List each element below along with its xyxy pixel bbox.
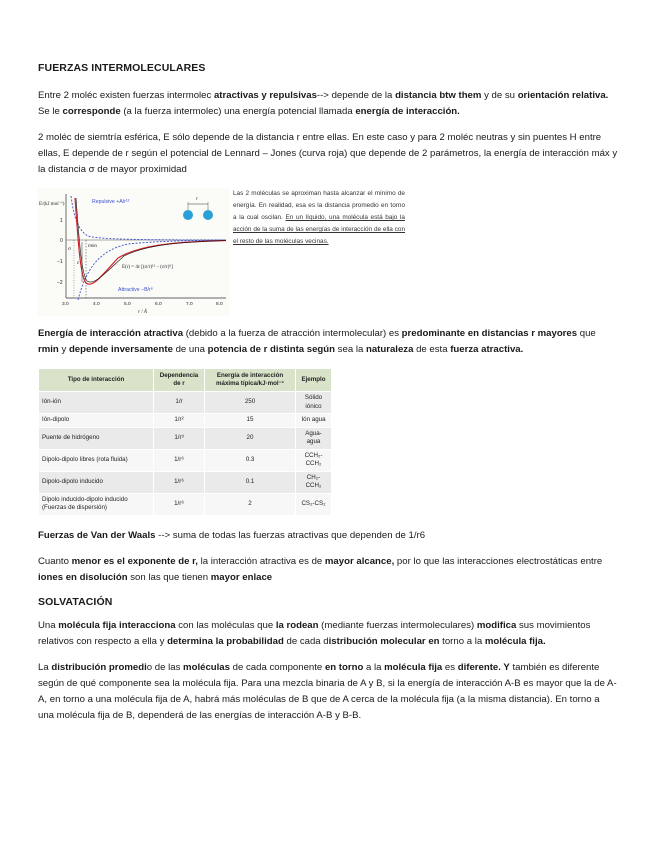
table-cell: CH₂-CCH₂: [296, 471, 332, 493]
paragraph-van-der-waals: [38, 528, 618, 544]
text: es: [442, 661, 458, 673]
molecule-b-icon: [203, 210, 213, 220]
paragraph-lennard-jones: 2 moléc de siemtría esférica, E sólo depende de la distancia r entre ellas. En este caso y para 2 moléc neutras y sin puentes H entre ellas, E depende de r según el potencial de Lennard – Jones (curva roja) que depende de 2 parámetros, la energía de interacción máx y la distancia σ de mayor proximidad: [38, 132, 618, 175]
table-row: [39, 414, 332, 428]
bold-text: Energía de interacción atractiva: [38, 328, 184, 339]
text: Las 2 moléculas se aproximan hasta alcanzar el mínimo de energía. En realidad, esa es la distancia promedio en torno a la cual oscilan.: [233, 190, 405, 222]
bold-text: distancia btw them: [395, 90, 482, 101]
table-cell: 1/r²: [154, 414, 205, 428]
table-cell: 0.1: [205, 471, 296, 493]
bold-text: fuerza atractiva.: [450, 344, 524, 355]
table-cell: 1/r⁶: [154, 493, 205, 515]
table-cell: 2: [205, 493, 296, 515]
text: sus movimientos relativos con respecto a ella y: [38, 619, 591, 647]
x-axis-label: r / Å: [138, 310, 147, 315]
figure-caption-text: [233, 188, 405, 248]
bold-text: naturaleza: [365, 344, 414, 355]
molecule-a-icon: [183, 210, 193, 220]
lennard-jones-figure: [38, 188, 230, 316]
table-cell: Dipolo-dipolo inducido: [39, 471, 154, 493]
table-cell: Ión-ión: [39, 392, 154, 414]
text: --> depende de la: [316, 90, 396, 101]
bold-text: menor es el exponente de r,: [71, 555, 198, 567]
y-tick-label: 0: [60, 238, 63, 244]
bold-text: mayor enlace: [210, 571, 273, 583]
table-row: [39, 392, 332, 414]
table-cell: 1/r: [154, 392, 205, 414]
lj-formula: E(r) = 4ε [(σ/r)¹² − (σ/r)⁶]: [122, 265, 173, 270]
bold-text: molécula fija interacciona: [58, 619, 176, 631]
bold-text: rmin: [38, 344, 59, 355]
table-cell: CCH₂-CCH₂: [296, 449, 332, 471]
document-page: [38, 62, 618, 734]
bold-text: predominante en distancias r mayores: [401, 328, 578, 339]
table-cell: CS₂-CS₂: [296, 493, 332, 515]
interaction-table: [38, 368, 332, 516]
paragraph-intro: [38, 88, 618, 120]
text: Cuanto: [38, 555, 72, 567]
text: (mediante fuerzas intermoleculares): [318, 619, 477, 631]
table-cell: Dipolo inducido-dipolo inducido (Fuerzas de dispersión): [39, 493, 154, 515]
y-tick-label: −1: [57, 259, 63, 265]
table-cell: 1/r⁶: [154, 471, 205, 493]
bold-text: corresponde: [62, 106, 121, 117]
table-cell: Dipolo-dipolo libres (rota fluida): [39, 449, 154, 471]
text: con las moléculas que: [175, 619, 276, 631]
bold-text: molécula fija.: [484, 635, 546, 647]
table-cell: Puente de hidrógeno: [39, 427, 154, 449]
bold-text: depende inversamente: [68, 344, 173, 355]
text: Se le: [38, 106, 63, 117]
rmin-label: rmin: [88, 243, 97, 248]
page-title: FUERZAS INTERMOLECULARES: [38, 62, 206, 74]
text: la interacción atractiva es de: [197, 555, 325, 567]
text: de cada d: [283, 635, 329, 647]
bold-text: istribución molecular en: [328, 635, 440, 647]
text: sea la: [335, 344, 366, 355]
text: y de su: [481, 90, 518, 101]
bold-text: atractivas y repulsivas: [213, 90, 317, 101]
table-cell: Ión-dipolo: [39, 414, 154, 428]
sigma-label: σ: [68, 246, 71, 252]
bold-text: energía de interacción.: [355, 106, 460, 117]
table-header: Dependencia de r: [154, 369, 205, 392]
x-tick-label: 4.0: [93, 302, 100, 307]
text: de una: [172, 344, 208, 355]
x-tick-label: 6.0: [155, 302, 162, 307]
text: a la: [363, 661, 385, 673]
text: torno a la: [439, 635, 485, 647]
table-header-row: [39, 369, 332, 392]
attractive-label: Attractive −B/r⁶: [118, 287, 153, 293]
table-row: [39, 493, 332, 515]
text: y: [58, 344, 69, 355]
table-cell: 1/r³: [154, 427, 205, 449]
x-tick-label: 7.0: [186, 302, 193, 307]
table-header: Ejemplo: [296, 369, 332, 392]
paragraph-attractive-energy: [38, 326, 618, 358]
bold-text: en torno: [324, 661, 364, 673]
paragraph-distribution: [38, 660, 618, 724]
bold-text: modifica: [476, 619, 517, 631]
bold-text: la rodean: [275, 619, 319, 631]
text: son las que tienen: [127, 571, 211, 583]
bold-text: moléculas: [183, 661, 230, 673]
text: por lo que las interacciones electrostáticas entre: [394, 555, 603, 567]
text: (debido a la fuerza de atracción intermolecular) es: [183, 328, 402, 339]
table-cell: Agua-agua: [296, 427, 332, 449]
x-tick-label: 8.0: [216, 302, 223, 307]
y-tick-label: −2: [57, 280, 63, 286]
y-axis-label: E/(kJ mol⁻¹): [39, 202, 65, 207]
table-cell: Sólido iónico: [296, 392, 332, 414]
table-cell: 15: [205, 414, 296, 428]
bold-text: orientación relativa.: [517, 90, 609, 101]
text: Entre 2 moléc existen fuerzas intermolec: [38, 90, 214, 101]
text: también es diferente según de qué componente sea la molécula fija. Para una mezcla binaria de A y B, si la energía de interacción A-B es mayor que la de A-A, en torno a una molécula fija de A, habrá más moléculas de B que de A cerca de la molécula fija (a la misma distancia). En torno a una molécula fija de B, dependerá de las energías de interacción A-B y B-B.: [38, 661, 617, 721]
bold-text: Fuerzas de Van der Waals: [38, 529, 156, 541]
table-header: Energía de interacción máxima típica/kJ·mol⁻¹: [205, 369, 296, 392]
table-row: [39, 427, 332, 449]
table-header: Tipo de interacción: [39, 369, 154, 392]
table-cell: Ión agua: [296, 414, 332, 428]
bold-text: potencia de r distinta según: [207, 344, 336, 355]
epsilon-label: ε: [77, 260, 80, 266]
section-title: SOLVATACIÓN: [38, 595, 113, 608]
table-cell: 0.3: [205, 449, 296, 471]
text: (a la fuerza intermolec) una energía potencial llamada: [120, 106, 356, 117]
x-tick-label: 3.0: [62, 302, 69, 307]
bold-text: mayor alcance,: [324, 555, 395, 567]
paragraph-exponent: [38, 554, 618, 586]
x-tick-label: 5.0: [124, 302, 131, 307]
text: La: [38, 661, 52, 673]
y-tick-label: 1: [60, 218, 63, 224]
bold-text: determina la probabilidad: [167, 635, 284, 647]
text: de esta: [413, 344, 451, 355]
table-row: [39, 449, 332, 471]
repulsive-label: Repulsive +A/r¹²: [92, 199, 130, 205]
text: que: [577, 328, 596, 339]
bold-text: diferente. Y: [457, 661, 510, 673]
paragraph-solvation: [38, 618, 618, 650]
text: --> suma de todas las fuerzas atractivas que dependen de 1/r6: [155, 529, 426, 541]
underlined-text: En un líquido, una molécula está bajo la acción de la suma de las energías de interacción de ella con el resto de las moléculas vecinas.: [233, 214, 405, 246]
table-cell: 20: [205, 427, 296, 449]
table-cell: 250: [205, 392, 296, 414]
r-label: r: [196, 197, 198, 202]
bold-text: distribución promedi: [51, 661, 147, 673]
table-row: [39, 471, 332, 493]
text: de cada componente: [229, 661, 325, 673]
text: o de las: [146, 661, 184, 673]
bold-text: molécula fija: [384, 661, 443, 673]
bold-text: iones en disolución: [38, 571, 128, 583]
table-cell: 1/r⁶: [154, 449, 205, 471]
text: Una: [38, 619, 59, 631]
figure-row: [38, 188, 618, 316]
